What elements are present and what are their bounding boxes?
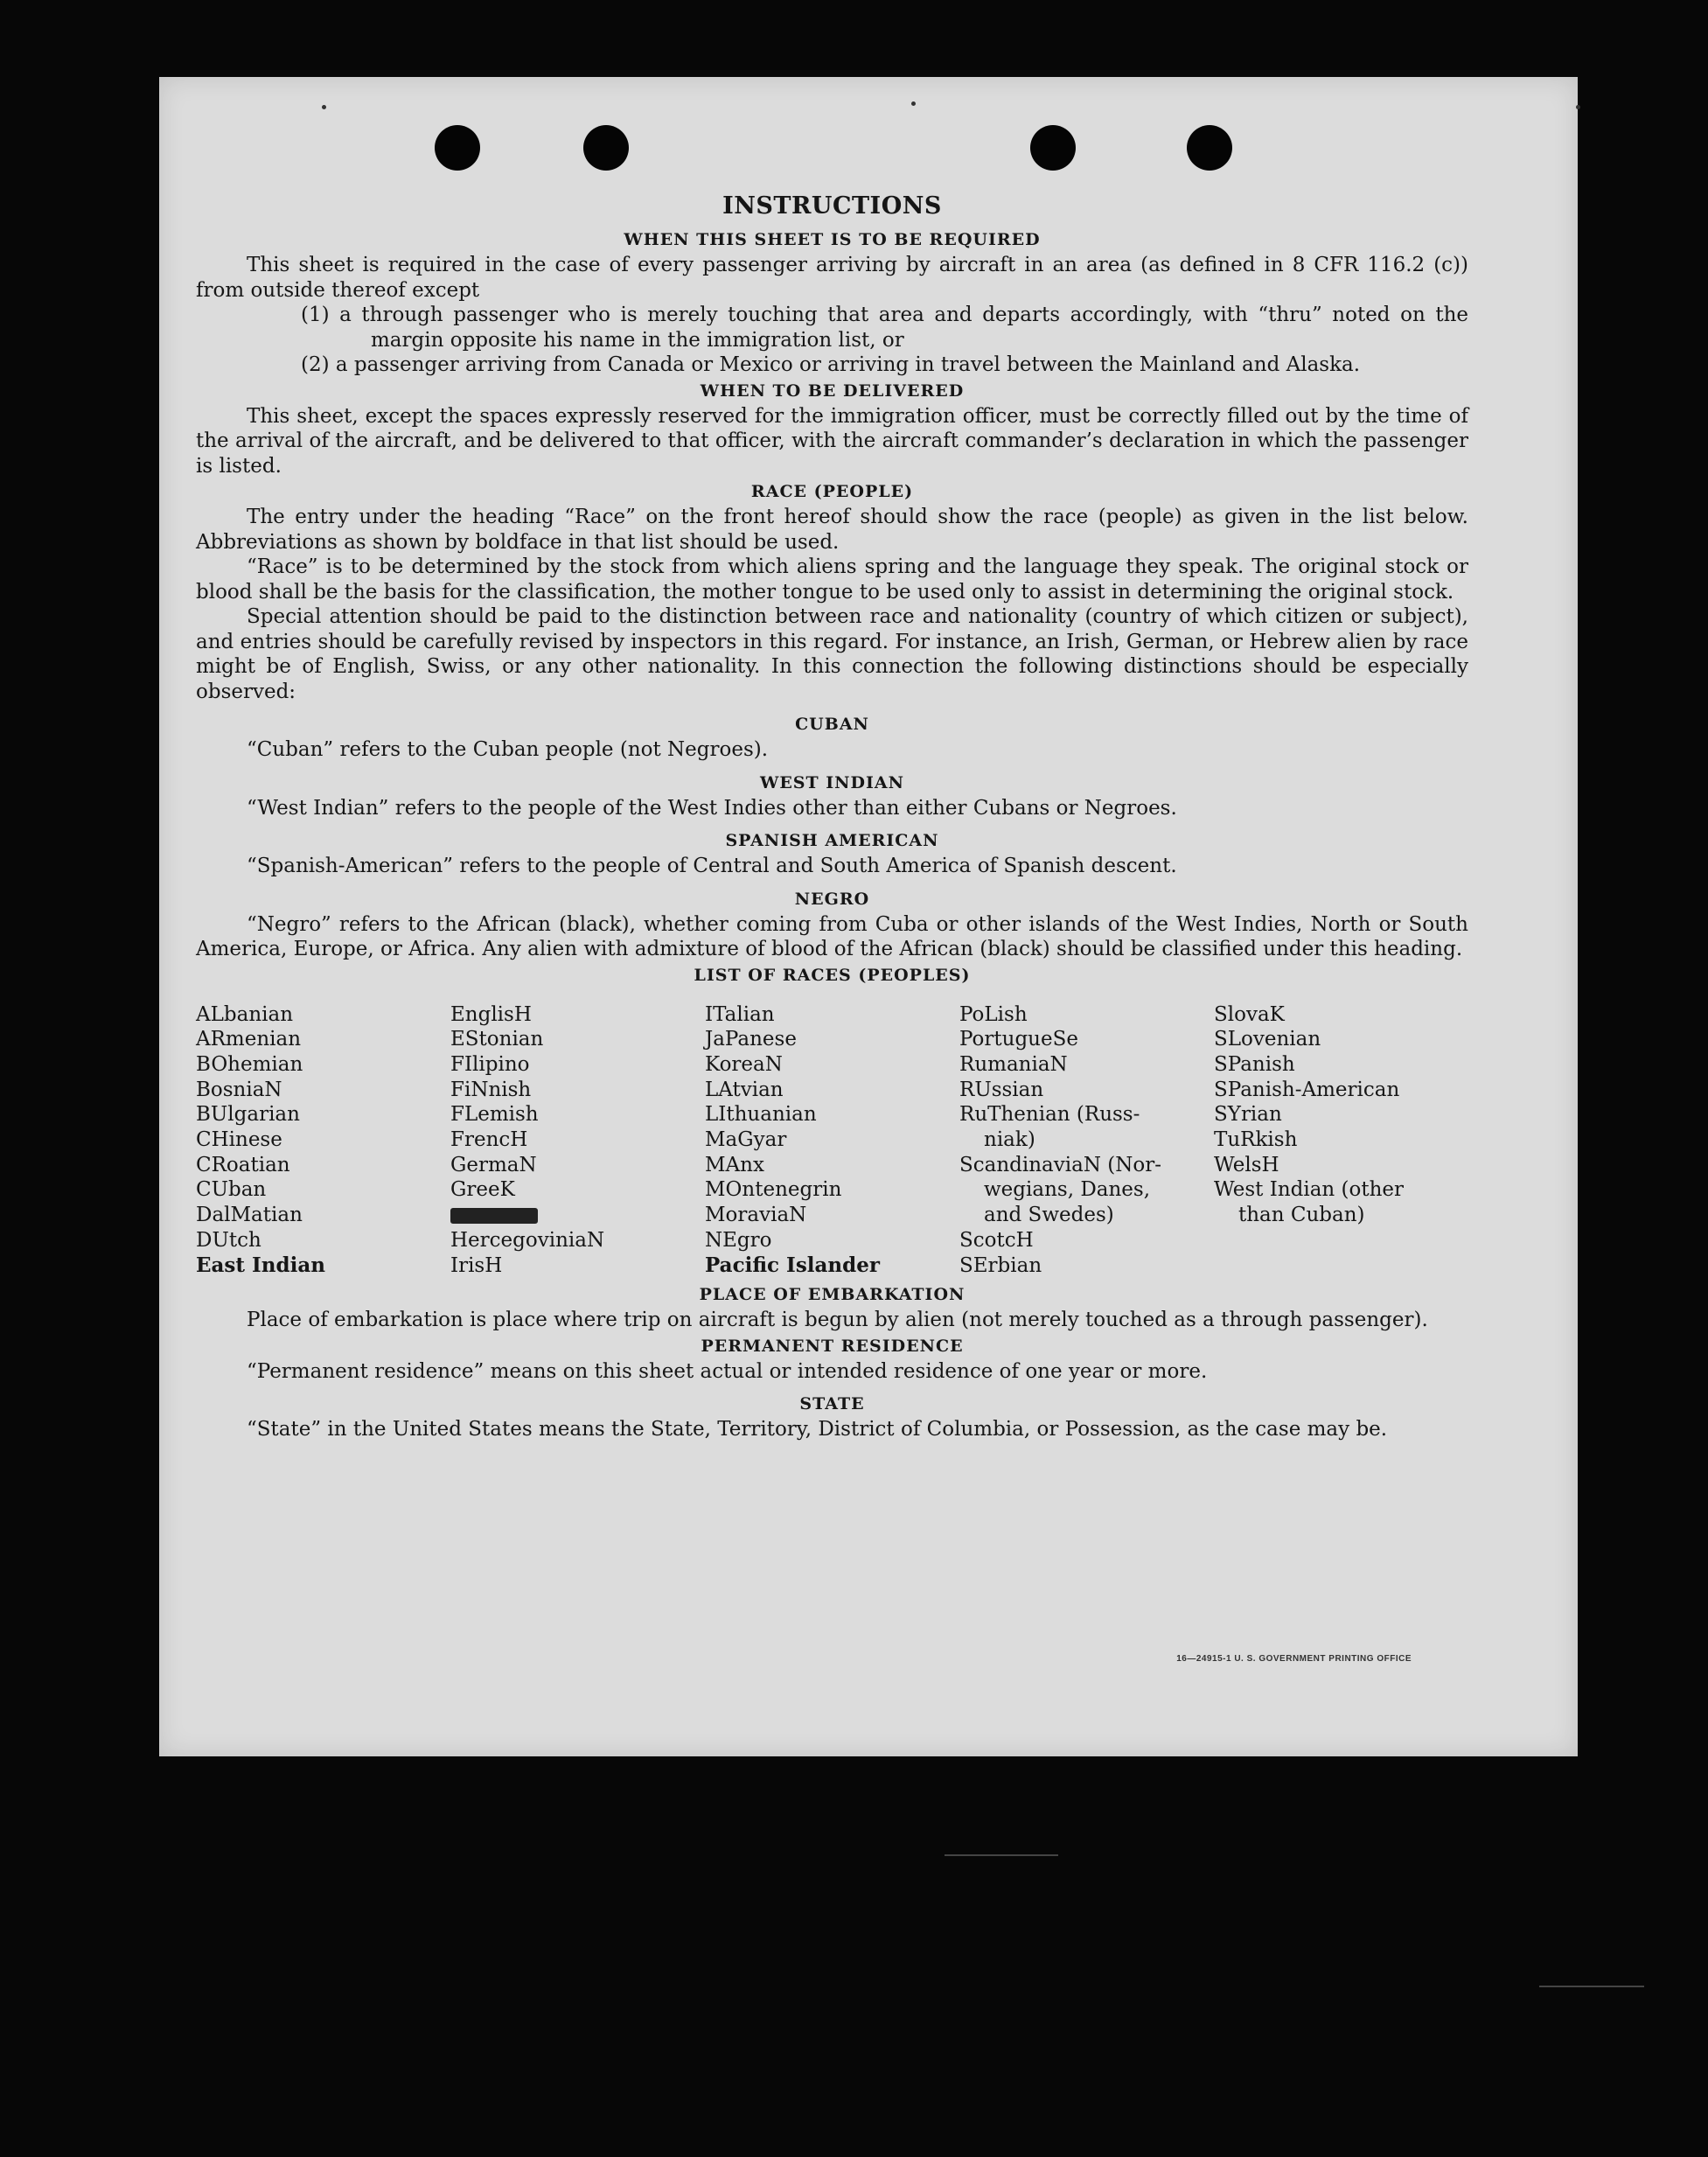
- scan-mark: [945, 1854, 1058, 1856]
- race-entry: EnglisH: [450, 1002, 532, 1026]
- race-entry: SErbian: [959, 1253, 1042, 1277]
- residence-text: “Permanent residence” means on this sheet actual or intended residence of one year or more.: [247, 1359, 1208, 1383]
- race-entry: TuRkish: [1214, 1128, 1298, 1152]
- delivered-text: This sheet, except the spaces expressly reserved for the immigration officer, must be correctly filled out by the time of the arrival of the aircraft, and be delivered to that officer, with the aircraft commander’s declaration in which the passenger is listed.: [196, 404, 1468, 478]
- race-column-5: [1214, 1002, 1468, 1279]
- race-entry: wegians, Danes,: [984, 1178, 1151, 1202]
- cuban-text: “Cuban” refers to the Cuban people (not Negroes).: [247, 738, 769, 761]
- race-entry: BosniaN: [196, 1078, 282, 1101]
- race-entry: ARmenian: [196, 1028, 302, 1051]
- race-entry: and Swedes): [984, 1204, 1114, 1227]
- race-entry: ALbanian: [196, 1002, 294, 1026]
- section-heading-required: WHEN THIS SHEET IS TO BE REQUIRED: [624, 230, 1041, 249]
- punch-hole: [435, 125, 480, 171]
- section-heading-residence: PERMANENT RESIDENCE: [701, 1336, 964, 1356]
- race-entry: LIthuanian: [705, 1103, 817, 1127]
- section-heading-spanish-american: SPANISH AMERICAN: [725, 831, 939, 850]
- race-entry: CRoatian: [196, 1153, 290, 1176]
- race-entry: BOhemian: [196, 1052, 303, 1076]
- race-paragraph-3: Special attention should be paid to the distinction between race and nationality (country of which citizen or subject), and entries should be carefully revised by inspectors in this regard. For instance, an Irish, German, or Hebrew alien by race might be of English, Swiss, or any other nationality. In this connection the following distinctions should be especially observed:: [196, 605, 1468, 703]
- race-entry: RUssian: [959, 1078, 1044, 1101]
- race-entry: SPanish-American: [1214, 1078, 1400, 1101]
- section-heading-cuban: CUBAN: [795, 715, 869, 734]
- race-entry: MoraviaN: [705, 1204, 807, 1227]
- race-entry: PoLish: [959, 1002, 1028, 1026]
- punch-hole: [1030, 125, 1076, 171]
- race-entry: East Indian: [196, 1253, 325, 1277]
- race-entry: FrencH: [450, 1128, 528, 1152]
- required-item-2: (2) a passenger arriving from Canada or Mexico or arriving in travel between the Mainland and Alaska.: [301, 353, 1361, 376]
- instructions-content: [196, 192, 1468, 1442]
- race-entry: MaGyar: [705, 1128, 787, 1152]
- race-entry: RumaniaN: [959, 1052, 1068, 1076]
- speck: [1576, 105, 1580, 109]
- race-entry: ScandinaviaN (Nor-: [959, 1153, 1161, 1176]
- race-paragraph-2: “Race” is to be determined by the stock from which aliens spring and the language they speak. The original stock or blood shall be the basis for the classification, the mother tongue to be used only to assist in determining the original stock.: [196, 555, 1468, 604]
- printing-office-footer: 16—24915-1 U. S. GOVERNMENT PRINTING OFFICE: [1176, 1654, 1412, 1664]
- race-entry: HercegoviniaN: [450, 1228, 605, 1252]
- race-entry: than Cuban): [1238, 1204, 1365, 1227]
- scan-mark: [1539, 1986, 1644, 1987]
- race-entry: DUtch: [196, 1228, 261, 1252]
- section-heading-west-indian: WEST INDIAN: [759, 772, 905, 792]
- race-entry: RuThenian (Russ-: [959, 1103, 1140, 1127]
- race-entry: SLovenian: [1214, 1028, 1321, 1051]
- race-entry: LAtvian: [705, 1078, 784, 1101]
- page-title: INSTRUCTIONS: [722, 192, 942, 220]
- document-sheet: [159, 77, 1578, 1756]
- race-entry: PortugueSe: [959, 1028, 1078, 1051]
- state-text: “State” in the United States means the State, Territory, District of Columbia, or Possession, as the case may be.: [247, 1418, 1388, 1441]
- negro-text: “Negro” refers to the African (black), whether coming from Cuba or other islands of the West Indies, North or South America, Europe, or Africa. Any alien with admixture of blood of the African (black) should be classified under this heading.: [196, 912, 1468, 960]
- race-entry: WelsH: [1214, 1153, 1279, 1176]
- punch-hole: [583, 125, 629, 171]
- race-entry: niak): [984, 1128, 1035, 1152]
- spanish-american-text: “Spanish-American” refers to the people of Central and South America of Spanish descent.: [247, 855, 1177, 877]
- race-entry: Pacific Islander: [705, 1253, 880, 1277]
- race-entry: SlovaK: [1214, 1002, 1285, 1026]
- race-entry: NEgro: [705, 1228, 772, 1252]
- race-entry: MOntenegrin: [705, 1178, 842, 1202]
- race-entry: IrisH: [450, 1253, 503, 1277]
- required-item-1: (1) a through passenger who is merely touching that area and departs accordingly, with “thru” noted on the margin opposite his name in the immigration list, or: [301, 304, 1468, 352]
- section-heading-delivered: WHEN TO BE DELIVERED: [700, 380, 965, 401]
- race-entry: DalMatian: [196, 1204, 303, 1227]
- race-entry: MAnx: [705, 1153, 764, 1176]
- race-entry: BUlgarian: [196, 1103, 300, 1127]
- punch-hole: [1187, 125, 1232, 171]
- race-entry: SPanish: [1214, 1052, 1295, 1076]
- race-entry: FIlipino: [450, 1052, 530, 1076]
- race-entry: CHinese: [196, 1128, 282, 1152]
- redaction-mark: [450, 1208, 538, 1224]
- speck: [911, 101, 916, 106]
- section-heading-negro: NEGRO: [794, 889, 870, 909]
- race-entry: GreeK: [450, 1178, 515, 1202]
- redacted-entry: [450, 1203, 705, 1228]
- race-entry: KoreaN: [705, 1052, 783, 1076]
- section-heading-race-list: LIST OF RACES (PEOPLES): [694, 965, 971, 985]
- race-entry: GermaN: [450, 1153, 537, 1176]
- race-entry: FLemish: [450, 1103, 539, 1127]
- race-list: [196, 1002, 1468, 1279]
- race-column-3: [705, 1002, 959, 1279]
- race-entry: West Indian (other: [1214, 1178, 1405, 1202]
- race-entry: CUban: [196, 1178, 267, 1202]
- section-heading-embarkation: PLACE OF EMBARKATION: [699, 1285, 966, 1305]
- race-column-2: [450, 1002, 705, 1279]
- race-entry: JaPanese: [705, 1028, 797, 1051]
- race-paragraph-1: The entry under the heading “Race” on the front hereof should show the race (people) as given in the list below. Abbreviations as shown by boldface in that list should be used.: [196, 506, 1468, 554]
- race-entry: EStonian: [450, 1028, 544, 1051]
- required-intro: This sheet is required in the case of every passenger arriving by aircraft in an area (as defined in 8 CFR 116.2 (c)) from outside thereof except: [196, 254, 1468, 302]
- race-column-4: [959, 1002, 1214, 1279]
- embarkation-text: Place of embarkation is place where trip on aircraft is begun by alien (not merely touched as a through passenger).: [247, 1309, 1428, 1332]
- section-heading-state: STATE: [799, 1394, 865, 1414]
- speck: [322, 105, 326, 109]
- section-heading-race: RACE (PEOPLE): [750, 482, 914, 501]
- west-indian-text: “West Indian” refers to the people of the West Indies other than either Cubans or Negroes.: [247, 796, 1177, 820]
- race-column-1: [196, 1002, 450, 1279]
- race-entry: SYrian: [1214, 1103, 1282, 1127]
- race-entry: ScotcH: [959, 1228, 1034, 1252]
- race-entry: FiNnish: [450, 1078, 532, 1101]
- race-entry: ITalian: [705, 1002, 775, 1026]
